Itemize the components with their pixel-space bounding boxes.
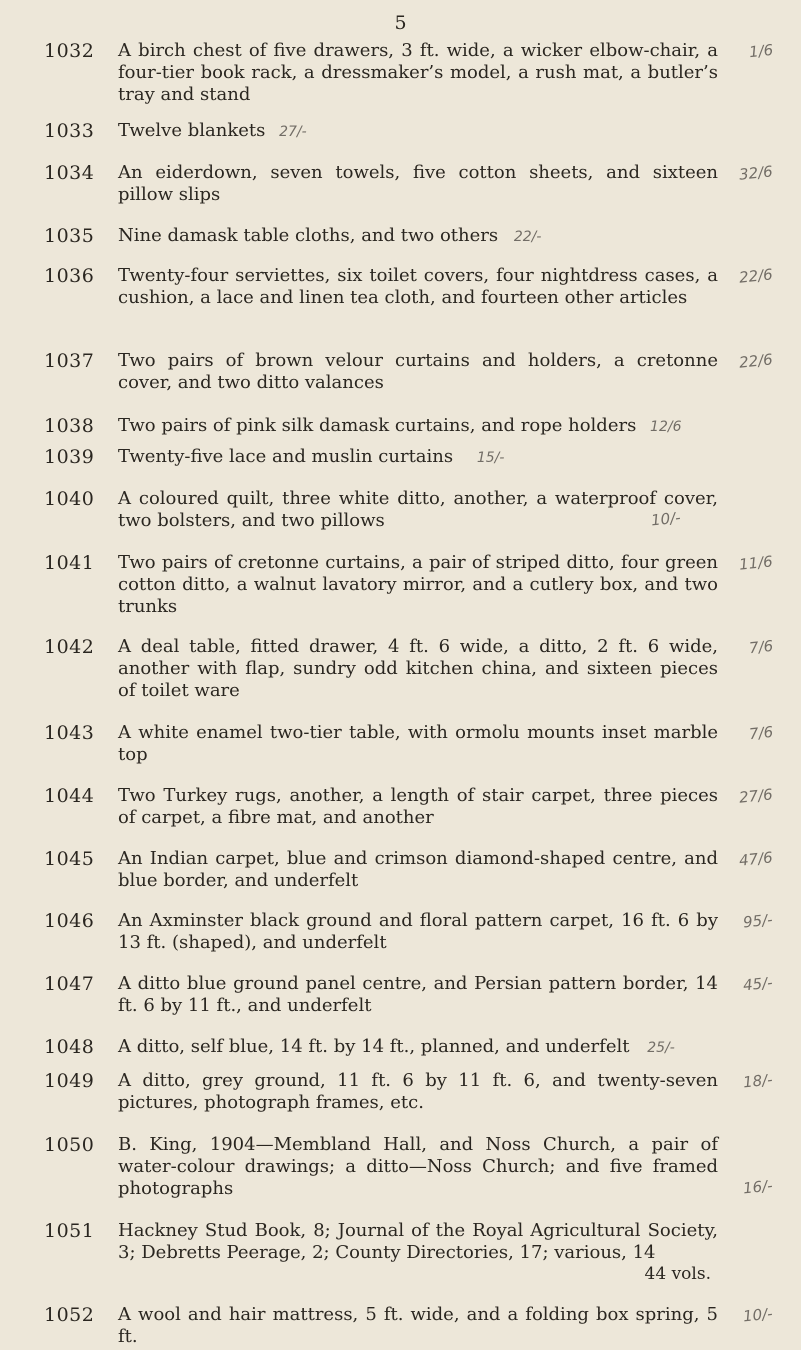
handwritten-price: 22/6	[738, 350, 774, 372]
lot-number: 1039	[44, 446, 95, 468]
handwritten-price: 1/6	[747, 40, 774, 62]
lot-description	[118, 446, 718, 469]
lot-number: 1040	[44, 488, 95, 510]
lot-description: A wool and hair mattress, 5 ft. wide, and a folding box spring, 5 ft.	[118, 1304, 718, 1347]
lot-description: A ditto blue ground panel centre, and Persian pattern border, 14 ft. 6 by 11 ft., and underfelt	[118, 973, 718, 1016]
handwritten-price: 25/-	[647, 1040, 675, 1056]
lot-description-text: Two pairs of pink silk damask curtains, and rope holders	[118, 415, 637, 436]
lot-description-text: Twenty-five lace and muslin curtains	[118, 446, 454, 467]
lot-number: 1037	[44, 350, 95, 372]
volume-count: 44 vols.	[644, 1264, 711, 1284]
handwritten-price: 11/6	[738, 552, 774, 574]
lot-number: 1051	[44, 1220, 95, 1242]
handwritten-price: 22/6	[738, 265, 774, 287]
lot-description-text: Twelve blankets	[118, 120, 266, 141]
lot-number: 1052	[44, 1304, 95, 1326]
lot-number: 1042	[44, 636, 95, 658]
lot-description	[118, 1036, 718, 1059]
handwritten-price: 12/6	[650, 419, 682, 435]
page-number: 5	[394, 12, 407, 34]
handwritten-price: 27/-	[279, 124, 307, 140]
lot-number: 1032	[44, 40, 95, 62]
lot-description: A birch chest of five drawers, 3 ft. wide, a wicker elbow-chair, a four-tier book rack, a dressmaker’s model, a rush mat, a butler’s tray and stand	[118, 40, 718, 105]
lot-description	[118, 415, 718, 438]
handwritten-price: 22/-	[513, 229, 542, 245]
handwritten-price: 18/-	[742, 1070, 774, 1092]
handwritten-price: 7/6	[747, 636, 774, 658]
lot-description: Hackney Stud Book, 8; Journal of the Royal Agricultural Society, 3; Debretts Peerage, 2; County Directories, 17; various, 14	[118, 1220, 718, 1263]
lot-number: 1044	[44, 785, 95, 807]
handwritten-price: 10/-	[650, 508, 682, 530]
lot-number: 1036	[44, 265, 95, 287]
lot-number: 1048	[44, 1036, 95, 1058]
lot-number: 1043	[44, 722, 95, 744]
handwritten-price: 10/-	[742, 1304, 774, 1326]
lot-number: 1038	[44, 415, 95, 437]
lot-description: B. King, 1904—Membland Hall, and Noss Church, a pair of water-colour drawings; a ditto—Noss Church; and five framed photographs	[118, 1134, 718, 1199]
handwritten-price: 15/-	[476, 450, 505, 466]
handwritten-price: 95/-	[742, 910, 774, 932]
handwritten-price: 45/-	[742, 973, 774, 995]
handwritten-price: 7/6	[747, 722, 774, 744]
lot-number: 1046	[44, 910, 95, 932]
lot-description: Two pairs of brown velour curtains and holders, a cretonne cover, and two ditto valances	[118, 350, 718, 393]
lot-description: An eiderdown, seven towels, five cotton sheets, and sixteen pillow slips	[118, 162, 718, 205]
lot-description: A white enamel two-tier table, with ormolu mounts inset marble top	[118, 722, 718, 765]
lot-description: A coloured quilt, three white ditto, another, a waterproof cover, two bolsters, and two pillows	[118, 488, 718, 531]
lot-number: 1047	[44, 973, 95, 995]
lot-description: Two pairs of cretonne curtains, a pair of striped ditto, four green cotton ditto, a walnut lavatory mirror, and a cutlery box, and two trunks	[118, 552, 718, 617]
lot-description	[118, 225, 718, 248]
lot-number: 1045	[44, 848, 95, 870]
lot-description: A deal table, fitted drawer, 4 ft. 6 wide, a ditto, 2 ft. 6 wide, another with flap, sundry odd kitchen china, and sixteen pieces of toilet ware	[118, 636, 718, 701]
handwritten-price: 47/6	[738, 848, 774, 870]
lot-description-text: A ditto, self blue, 14 ft. by 14 ft., planned, and underfelt	[118, 1036, 630, 1057]
lot-description: Two Turkey rugs, another, a length of stair carpet, three pieces of carpet, a fibre mat, and another	[118, 785, 718, 828]
lot-number: 1033	[44, 120, 95, 142]
lot-description: An Axminster black ground and floral pattern carpet, 16 ft. 6 by 13 ft. (shaped), and underfelt	[118, 910, 718, 953]
handwritten-price: 27/6	[738, 785, 774, 807]
lot-number: 1034	[44, 162, 95, 184]
lot-description: An Indian carpet, blue and crimson diamond-shaped centre, and blue border, and underfelt	[118, 848, 718, 891]
lot-number: 1050	[44, 1134, 95, 1156]
lot-description	[118, 120, 718, 143]
lot-description-text: Nine damask table cloths, and two others	[118, 225, 499, 246]
handwritten-price: 16/-	[742, 1176, 774, 1198]
lot-description: Twenty-four serviettes, six toilet covers, four nightdress cases, a cushion, a lace and linen tea cloth, and fourteen other articles	[118, 265, 718, 308]
handwritten-price: 32/6	[738, 162, 774, 184]
lot-number: 1049	[44, 1070, 95, 1092]
lot-number: 1041	[44, 552, 95, 574]
lot-description: A ditto, grey ground, 11 ft. 6 by 11 ft. 6, and twenty-seven pictures, photograph frames, etc.	[118, 1070, 718, 1113]
lot-number: 1035	[44, 225, 95, 247]
